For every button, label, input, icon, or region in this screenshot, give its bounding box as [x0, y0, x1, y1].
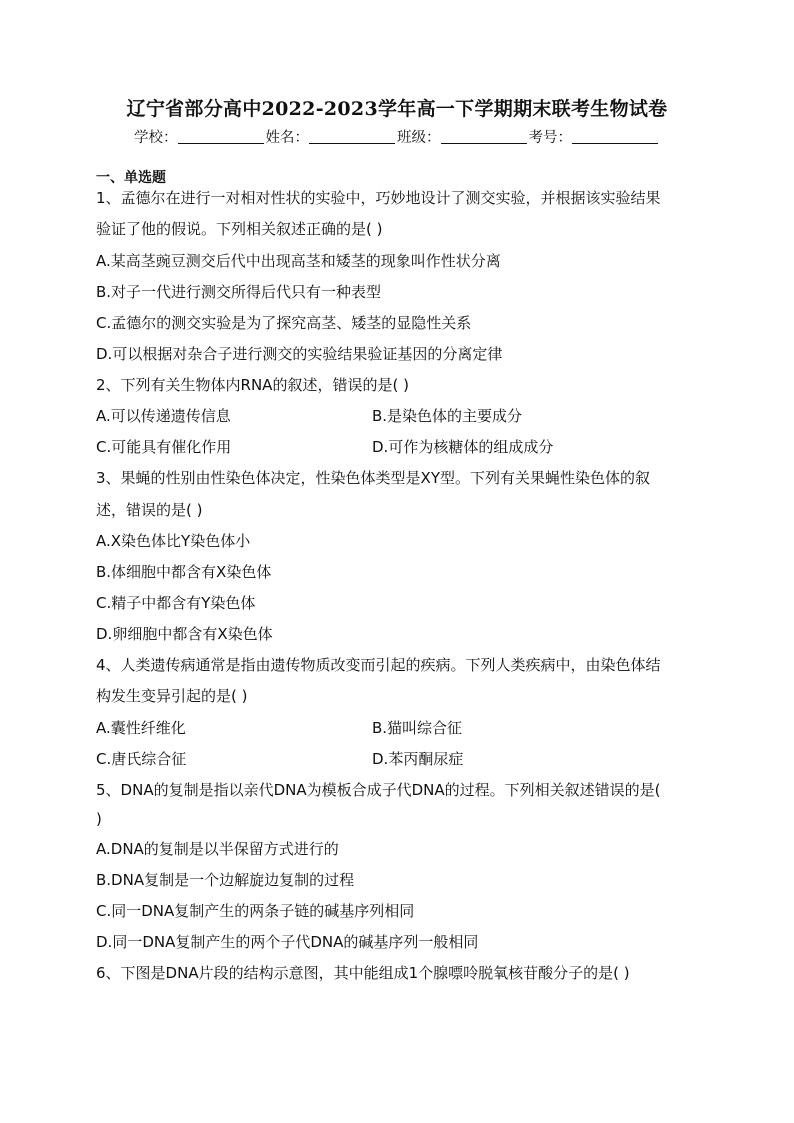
question-4-option-b: B.猫叫综合征 [372, 719, 463, 737]
school-label: 学校： [134, 130, 178, 146]
question-3-stem-line-2: 述，错误的是( ) [96, 501, 203, 519]
question-5-stem-line-2: ) [96, 810, 102, 828]
question-2-option-c: C.可能具有催化作用 [96, 438, 232, 456]
question-3-stem-line-1: 3、果蝇的性别由性染色体决定，性染色体类型是XY型。下列有关果蝇性染色体的叙 [96, 469, 650, 487]
class-blank [441, 129, 527, 144]
school-blank [178, 129, 264, 144]
question-5-option-b: B.DNA复制是一个边解旋边复制的过程 [96, 871, 355, 889]
question-1-option-c: C.孟德尔的测交实验是为了探究高茎、矮茎的显隐性关系 [96, 314, 472, 332]
question-3-option-c: C.精子中都含有Y染色体 [96, 594, 256, 612]
question-1-stem-line-2: 验证了他的假说。下列相关叙述正确的是( ) [96, 220, 383, 238]
question-4-option-d: D.苯丙酮尿症 [372, 750, 464, 768]
question-2-stem: 2、下列有关生物体内RNA的叙述，错误的是( ) [96, 376, 409, 394]
question-4-stem-line-2: 构发生变异引起的是( ) [96, 687, 248, 705]
question-4-option-a: A.囊性纤维化 [96, 719, 186, 737]
question-6-stem: 6、下图是DNA片段的结构示意图，其中能组成1个腺嘌呤脱氧核苷酸分子的是( ) [96, 964, 630, 982]
question-4-stem-line-1: 4、人类遗传病通常是指由遗传物质改变而引起的疾病。下列人类疾病中，由染色体结 [96, 656, 661, 674]
class-label: 班级： [397, 130, 441, 146]
question-5-option-c: C.同一DNA复制产生的两条子链的碱基序列相同 [96, 902, 415, 920]
question-3-option-a: A.X染色体比Y染色体小 [96, 532, 251, 550]
question-4-option-c: C.唐氏综合征 [96, 750, 187, 768]
student-info-line [0, 126, 794, 147]
question-1-option-d: D.可以根据对杂合子进行测交的实验结果验证基因的分离定律 [96, 345, 503, 363]
question-2-option-d: D.可作为核糖体的组成成分 [372, 438, 554, 456]
name-label: 姓名： [265, 130, 309, 146]
exam-no-blank [572, 129, 658, 144]
question-3-option-b: B.体细胞中都含有X染色体 [96, 563, 272, 581]
name-blank [309, 129, 395, 144]
question-5-option-a: A.DNA的复制是以半保留方式进行的 [96, 840, 339, 858]
question-1-stem-line-1: 1、孟德尔在进行一对相对性状的实验中，巧妙地设计了测交实验，并根据该实验结果 [96, 189, 661, 207]
question-3-option-d: D.卵细胞中都含有X染色体 [96, 625, 273, 643]
question-5-stem-line-1: 5、DNA的复制是指以亲代DNA为模板合成子代DNA的过程。下列相关叙述错误的是( [96, 781, 661, 799]
question-2-option-b: B.是染色体的主要成分 [372, 407, 523, 425]
question-1-option-a: A.某高茎豌豆测交后代中出现高茎和矮茎的现象叫作性状分离 [96, 252, 501, 270]
section-title: 一、单选题 [96, 170, 166, 186]
exam-no-label: 考号： [528, 130, 572, 146]
question-5-option-d: D.同一DNA复制产生的两个子代DNA的碱基序列一般相同 [96, 933, 479, 951]
exam-title: 辽宁省部分高中2022-2023学年高一下学期期末联考生物试卷 [126, 98, 668, 120]
question-1-option-b: B.对子一代进行测交所得后代只有一种表型 [96, 283, 382, 301]
question-2-option-a: A.可以传递遗传信息 [96, 407, 231, 425]
